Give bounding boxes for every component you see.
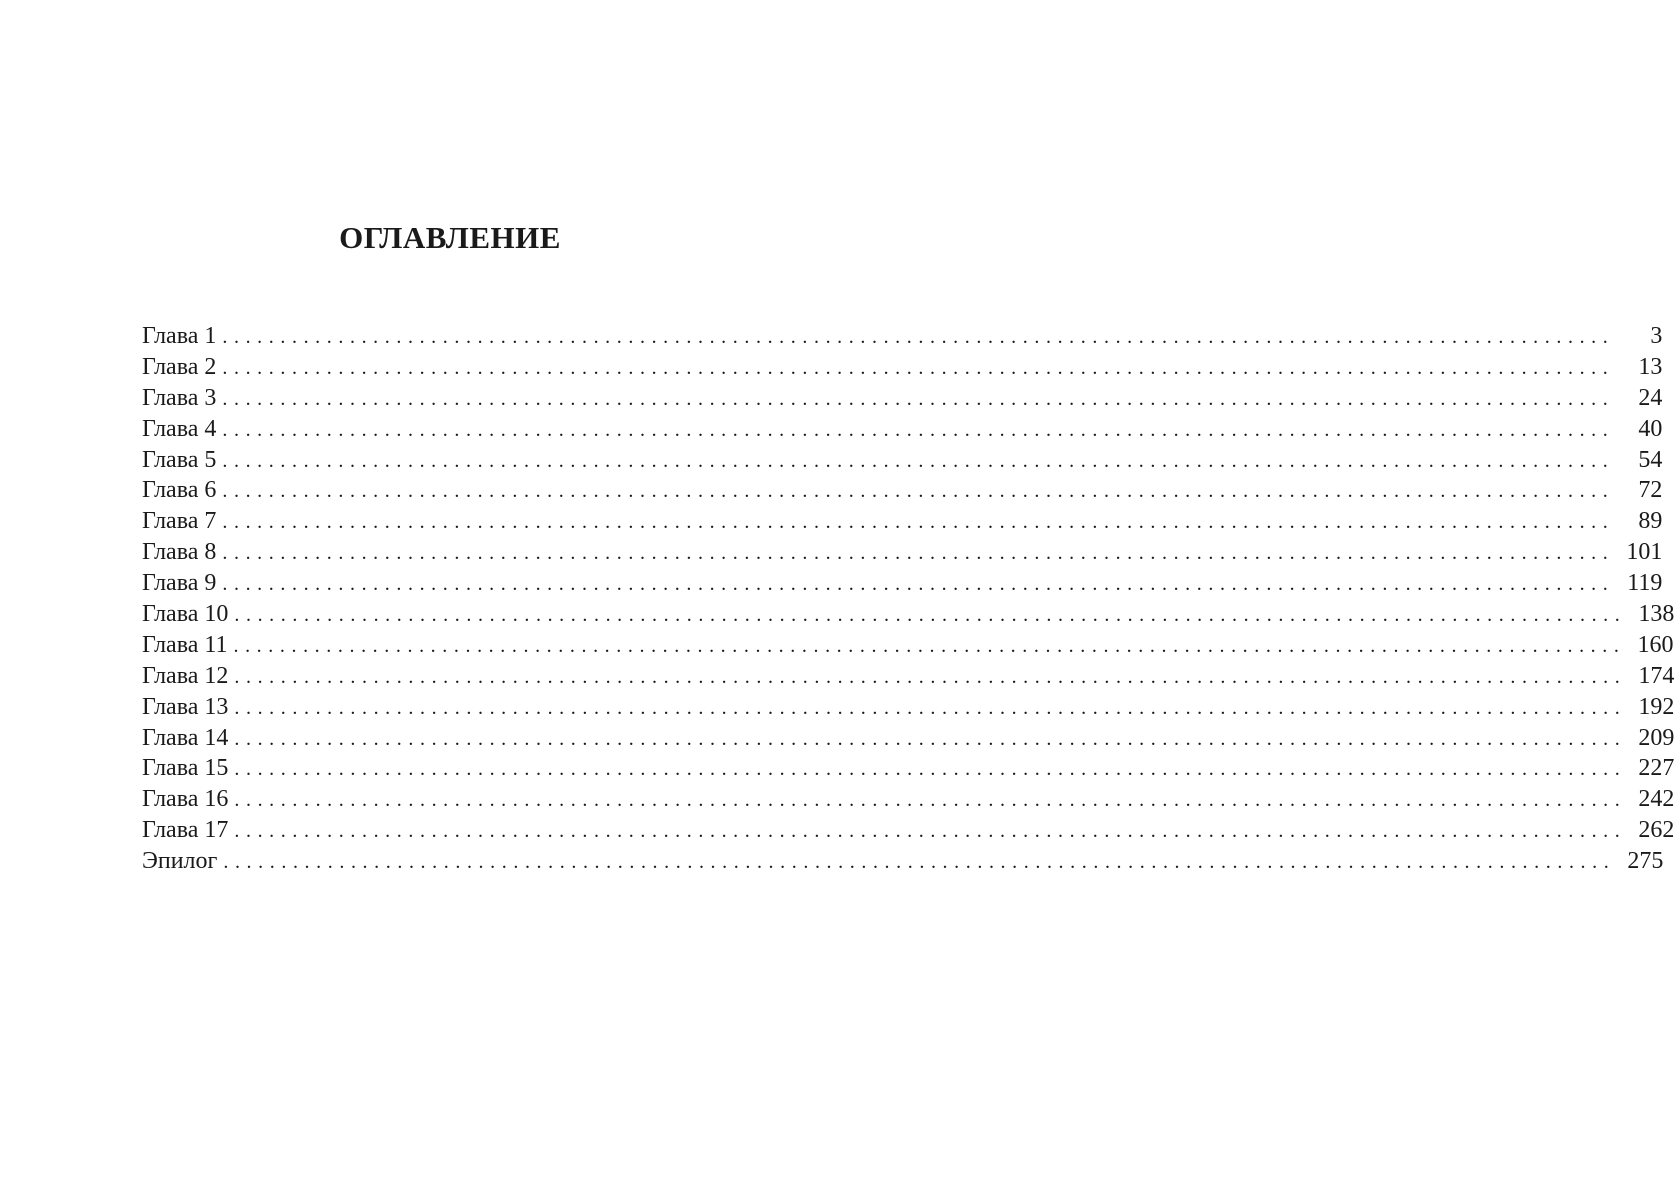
toc-entry-label: Глава 13 <box>142 693 229 720</box>
dot-leader: ........................................................................................................................ <box>222 480 1615 503</box>
toc-entry-label: Глава 6 <box>142 477 217 504</box>
toc-entry <box>142 846 1664 877</box>
toc-entry-page: 209 <box>1638 724 1674 751</box>
toc-entry-label: Глава 7 <box>142 508 217 535</box>
toc-entry <box>142 352 1663 383</box>
toc-entry-page: 138 <box>1638 601 1674 628</box>
dot-leader: ........................................................................................................................ <box>222 449 1615 472</box>
toc-entry-page: 13 <box>1638 353 1663 380</box>
dot-leader: ........................................................................................................................ <box>222 511 1615 534</box>
dot-leader: ........................................................................................................................ <box>234 789 1627 812</box>
dot-leader: ........................................................................................................................ <box>222 573 1615 596</box>
toc-entry-page: 242 <box>1638 786 1674 813</box>
toc-entry-label: Глава 9 <box>142 570 217 597</box>
toc-entry-page: 174 <box>1638 662 1674 689</box>
toc-entry-label: Глава 11 <box>142 631 228 658</box>
toc-entry-page: 160 <box>1637 631 1674 658</box>
dot-leader: ........................................................................................................................ <box>234 696 1627 719</box>
toc-entry <box>142 321 1663 352</box>
toc-entry-label: Глава 3 <box>142 384 217 411</box>
dot-leader: ........................................................................................................................ <box>222 542 1615 565</box>
toc-entry <box>142 784 1674 815</box>
toc-entry-label: Глава 17 <box>142 817 229 844</box>
toc-entry <box>142 383 1663 414</box>
toc-entry <box>142 414 1663 445</box>
toc-entry <box>142 537 1663 568</box>
dot-leader: ........................................................................................................................ <box>222 387 1615 410</box>
toc-entry <box>142 692 1674 723</box>
page-title: ОГЛАВЛЕНИЕ <box>339 220 561 255</box>
toc-entry-page: 3 <box>1650 323 1663 349</box>
toc-entry-page: 101 <box>1626 539 1663 566</box>
dot-leader: ........................................................................................................................ <box>234 665 1627 688</box>
toc-entry <box>142 723 1674 754</box>
toc-entry-label: Глава 15 <box>142 755 229 782</box>
toc-entry <box>142 815 1674 846</box>
toc-entry-label: Глава 2 <box>142 353 217 380</box>
dot-leader: ........................................................................................................................ <box>234 604 1627 627</box>
toc-entry-label: Глава 14 <box>142 724 229 751</box>
toc-entry-page: 227 <box>1638 755 1674 782</box>
toc-entry <box>142 445 1663 476</box>
toc-entry-label: Глава 5 <box>142 446 217 473</box>
dot-leader: ........................................................................................................................ <box>233 634 1626 657</box>
toc-entry-label: Глава 16 <box>142 786 229 813</box>
toc-entry-page: 40 <box>1638 415 1663 442</box>
dot-leader: ........................................................................................................................ <box>234 758 1627 781</box>
dot-leader: ........................................................................................................................ <box>222 418 1615 441</box>
toc-entry <box>142 661 1674 692</box>
dot-leader: ........................................................................................................................ <box>234 727 1627 750</box>
toc-entry-page: 275 <box>1627 848 1664 875</box>
toc-entry-page: 24 <box>1638 384 1663 411</box>
toc-entry-page: 262 <box>1638 817 1674 844</box>
dot-leader: ........................................................................................................................ <box>222 356 1615 379</box>
toc-entry <box>142 475 1663 506</box>
toc-entry-label: Глава 12 <box>142 662 229 689</box>
toc-entry-page: 192 <box>1638 693 1674 720</box>
toc-entry-page: 119 <box>1627 570 1663 597</box>
dot-leader: ........................................................................................................................ <box>222 326 1615 348</box>
toc-entry <box>142 599 1674 630</box>
toc-entry-page: 72 <box>1638 477 1663 504</box>
dot-leader: ........................................................................................................................ <box>234 820 1627 843</box>
toc-entry-label: Глава 4 <box>142 415 217 442</box>
toc-entry-label: Глава 10 <box>142 601 229 628</box>
toc-entry-page: 89 <box>1638 508 1663 535</box>
toc-entry <box>142 506 1663 537</box>
dot-leader: ........................................................................................................................ <box>223 851 1616 874</box>
toc-entry <box>142 630 1674 661</box>
toc-entry-label: Эпилог <box>142 848 218 875</box>
toc-entry <box>142 568 1663 599</box>
toc-entry <box>142 753 1674 784</box>
table-of-contents <box>142 321 1674 877</box>
toc-entry-label: Глава 1 <box>142 323 217 349</box>
toc-entry-page: 54 <box>1638 446 1663 473</box>
toc-entry-label: Глава 8 <box>142 539 217 566</box>
